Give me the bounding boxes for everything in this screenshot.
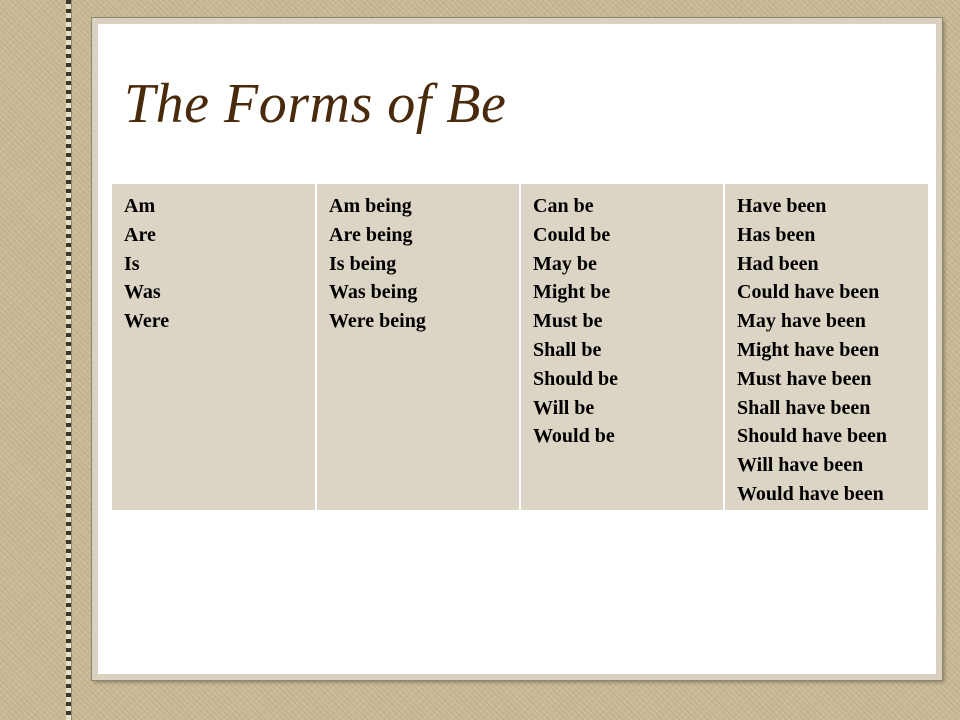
verb-form-text: Are <box>124 223 156 246</box>
stitched-border-decoration <box>66 0 71 720</box>
verb-form-text: Was being <box>329 281 418 304</box>
table-cell-perfect-forms <box>724 184 928 510</box>
table-row <box>112 184 928 510</box>
verb-form-text: Must be <box>533 310 603 333</box>
verb-form-text: Was <box>124 281 161 304</box>
verb-form-text: Has been <box>737 223 816 246</box>
verb-form-text: Will have been <box>737 454 864 477</box>
verb-form-text: Is <box>124 252 140 275</box>
forms-of-be-table <box>112 184 928 510</box>
verb-form-text: Would have been <box>737 482 884 505</box>
verb-form-text: Will be <box>533 396 595 419</box>
verb-form-text: Shall have been <box>737 396 871 419</box>
verb-form-text: Had been <box>737 252 819 275</box>
verb-form-text: Would be <box>533 425 615 448</box>
verb-form-text: Am being <box>329 195 412 217</box>
verb-form-text: Are being <box>329 223 413 246</box>
table-cell-simple-forms <box>112 184 316 510</box>
verb-form-text: Am <box>124 195 156 217</box>
verb-form-text: May be <box>533 252 597 275</box>
table-cell-modal-forms <box>520 184 724 510</box>
verb-form-text: Shall be <box>533 338 602 361</box>
verb-form-text: Is being <box>329 252 397 275</box>
slide-panel <box>92 18 942 680</box>
slide-title: The Forms of Be <box>124 73 507 135</box>
verb-form-text: Could have been <box>737 281 880 304</box>
verb-form-text: Have been <box>737 195 827 217</box>
verb-form-text: Were being <box>329 310 426 333</box>
verb-form-text: Might be <box>533 281 611 304</box>
table-cell-progressive-forms <box>316 184 520 510</box>
verb-form-text: May have been <box>737 310 866 333</box>
verb-form-text: Might have been <box>737 338 880 361</box>
verb-form-text: Should be <box>533 367 619 390</box>
verb-form-text: Can be <box>533 195 594 217</box>
verb-form-text: Were <box>124 310 170 333</box>
verb-form-text: Could be <box>533 223 611 246</box>
verb-form-text: Must have been <box>737 367 872 390</box>
verb-form-text: Should have been <box>737 425 888 448</box>
